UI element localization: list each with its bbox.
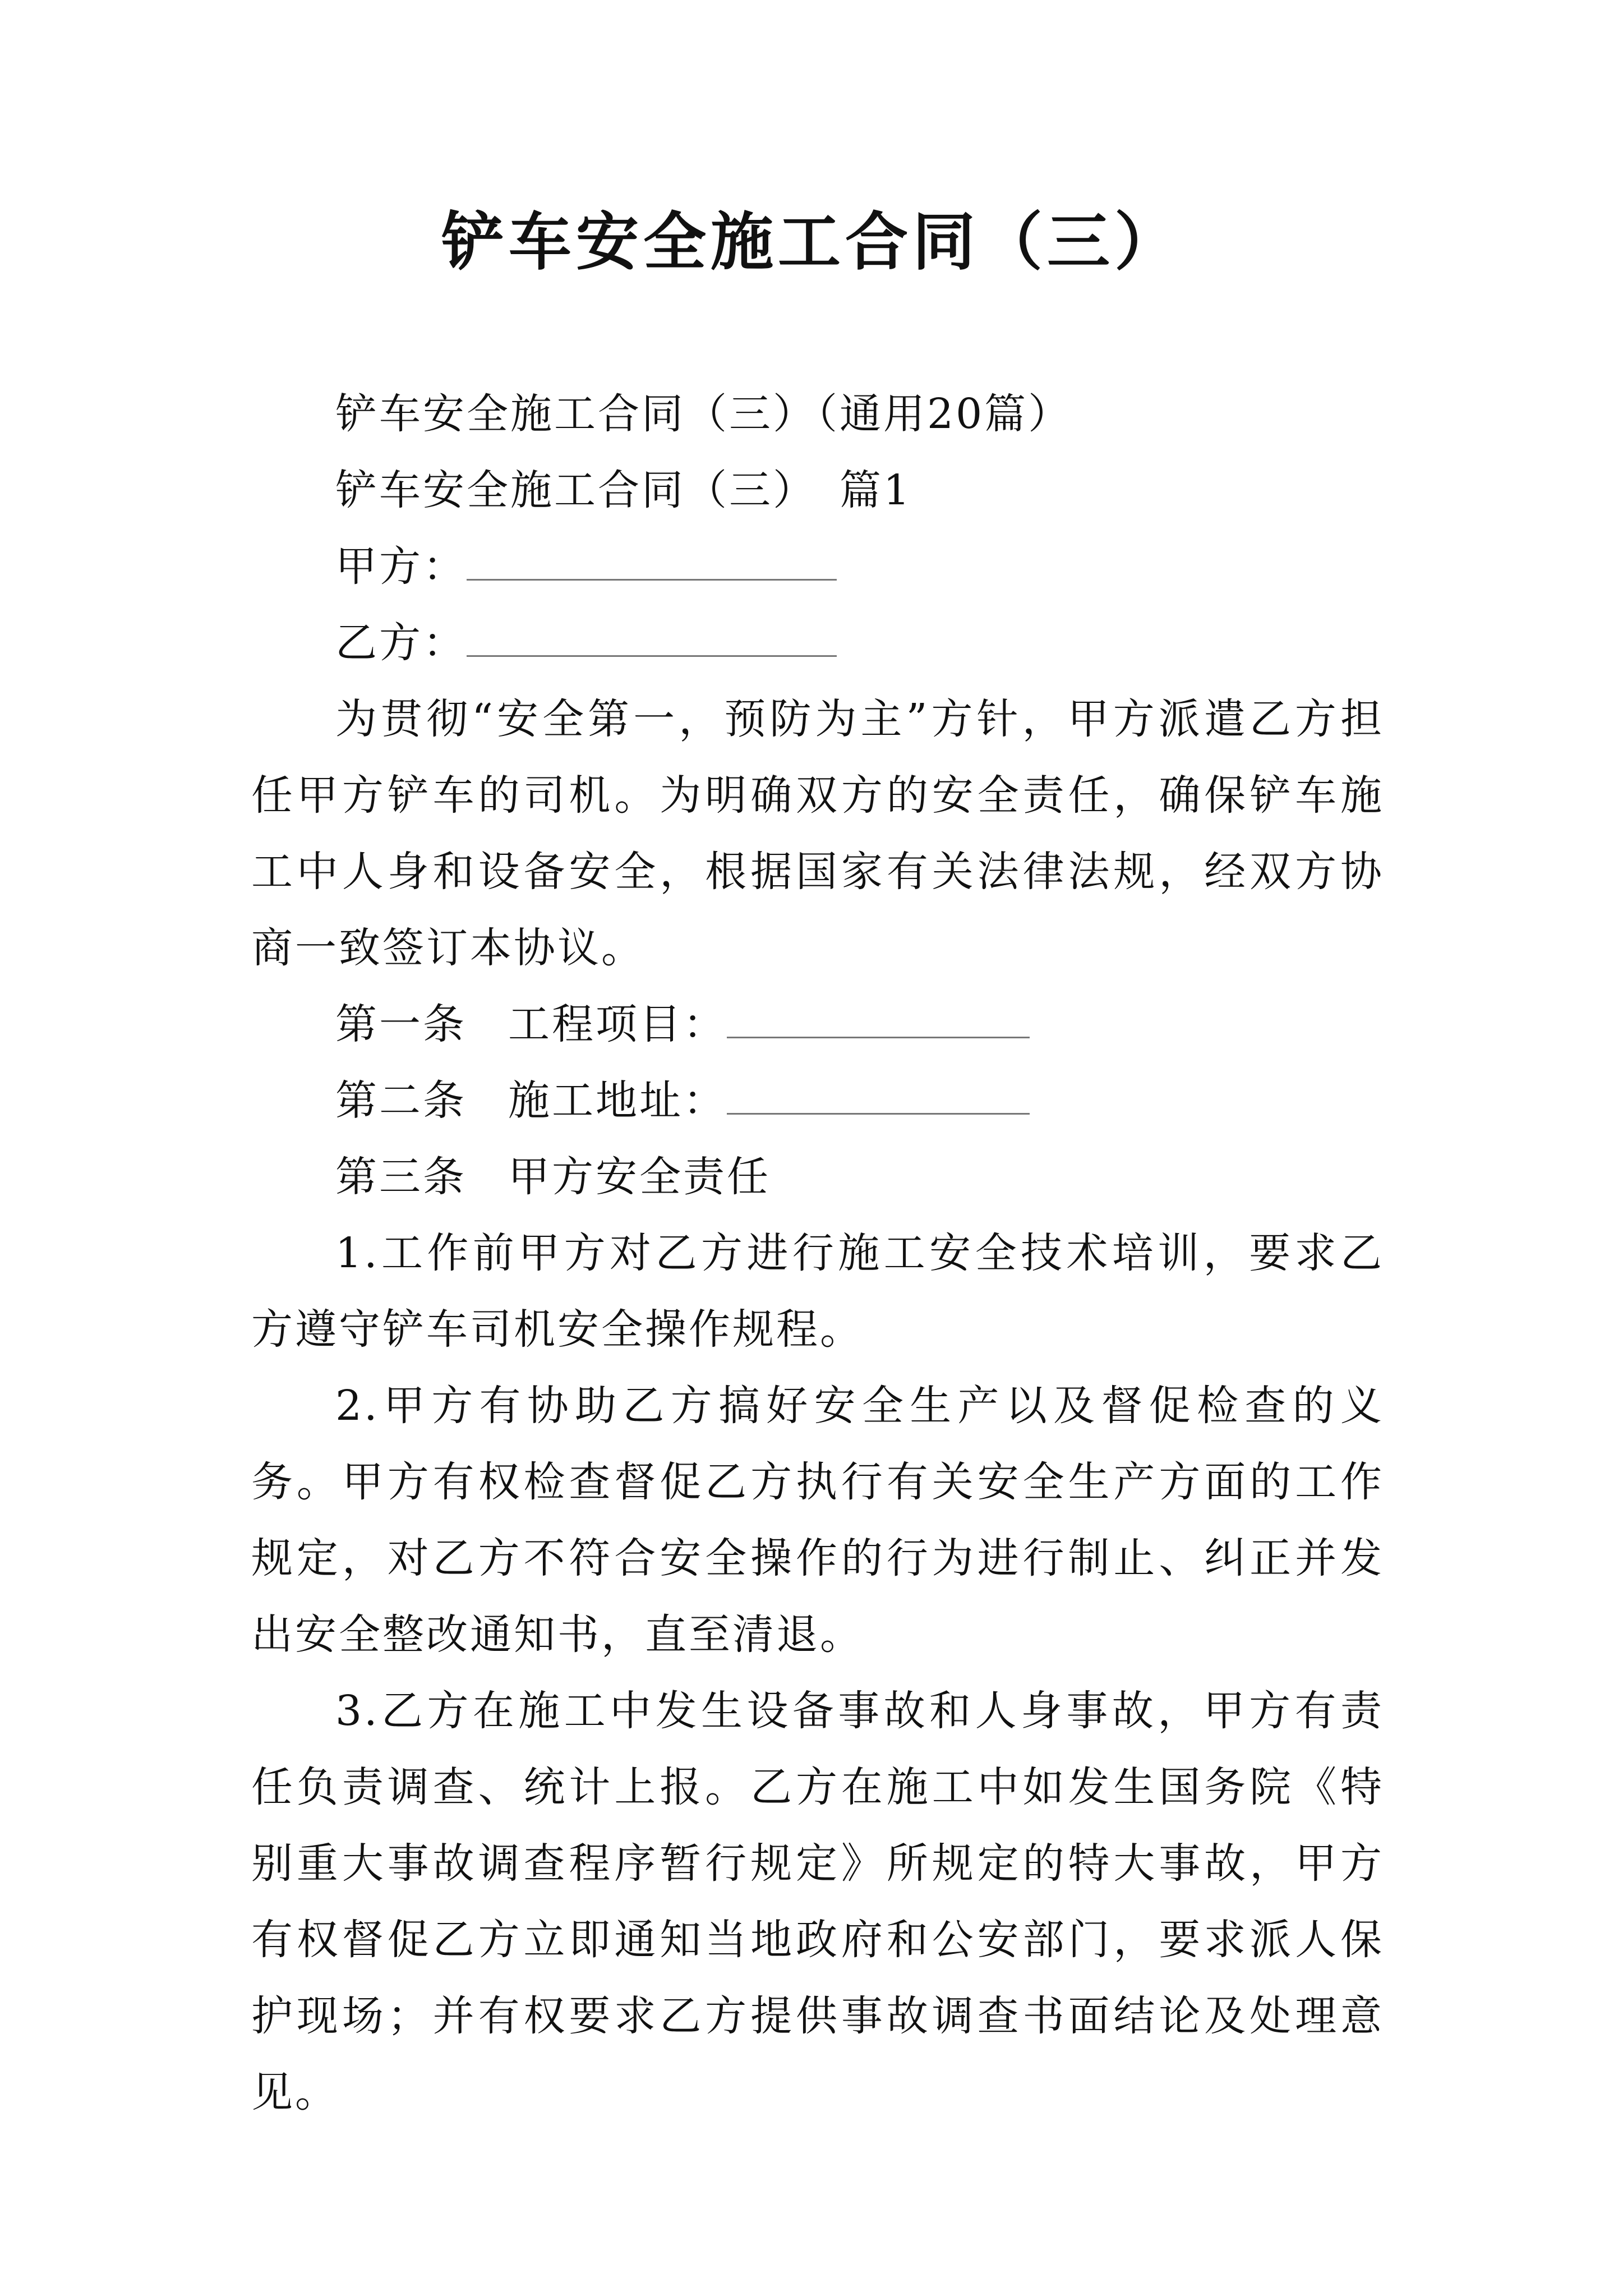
article-1-blank — [727, 992, 1030, 1038]
article-3-title: 甲方安全责任 — [508, 1153, 771, 1201]
clause-3: 3.乙方在施工中发生设备事故和人身事故，甲方有责任负责调查、统计上报。乙方在施工中如发生国务院《特别重大事故调查程序暂行规定》所规定的特大事故，甲方有权督促乙方立即通知当地政府和公安部门，要求派人保护现场；并有权要求乙方提供事故调查书面结论及处理意见。 — [251, 1687, 1384, 2116]
section-heading: 铲车安全施工合同（三） 篇1 — [335, 466, 912, 514]
article-2-number: 第二条 — [335, 1076, 467, 1125]
party-a-blank — [467, 534, 837, 581]
article-2 — [251, 1062, 1384, 1139]
article-1 — [251, 986, 1384, 1062]
party-b-label: 乙方： — [335, 619, 467, 667]
party-b-line — [251, 605, 1384, 681]
document-body — [251, 376, 1384, 2131]
clause-2: 2.甲方有协助乙方搞好安全生产以及督促检查的义务。甲方有权检查督促乙方执行有关安全生产方面的工作规定，对乙方不符合安全操作的行为进行制止、纠正并发出安全整改通知书，直至清退。 — [251, 1382, 1384, 1659]
clause-1: 1.工作前甲方对乙方进行施工安全技术培训，要求乙方遵守铲车司机安全操作规程。 — [251, 1229, 1384, 1354]
article-1-number: 第一条 — [335, 1000, 467, 1048]
party-a-line — [251, 528, 1384, 605]
party-a-label: 甲方： — [335, 542, 467, 591]
party-b-blank — [467, 610, 837, 657]
intro-paragraph: 为贯彻“安全第一，预防为主”方针，甲方派遣乙方担任甲方铲车的司机。为明确双方的安全责任，确保铲车施工中人身和设备安全，根据国家有关法律法规，经双方协商一致签订本协议。 — [251, 695, 1384, 972]
article-3 — [251, 1139, 1384, 1215]
article-2-title: 施工地址： — [508, 1076, 727, 1125]
article-1-title: 工程项目： — [508, 1000, 727, 1048]
document-title: 铲车安全施工合同（三） — [441, 205, 1182, 279]
article-3-number: 第三条 — [335, 1153, 467, 1201]
document-subtitle: 铲车安全施工合同（三）（通用20篇） — [335, 390, 1072, 438]
article-2-blank — [727, 1068, 1030, 1115]
